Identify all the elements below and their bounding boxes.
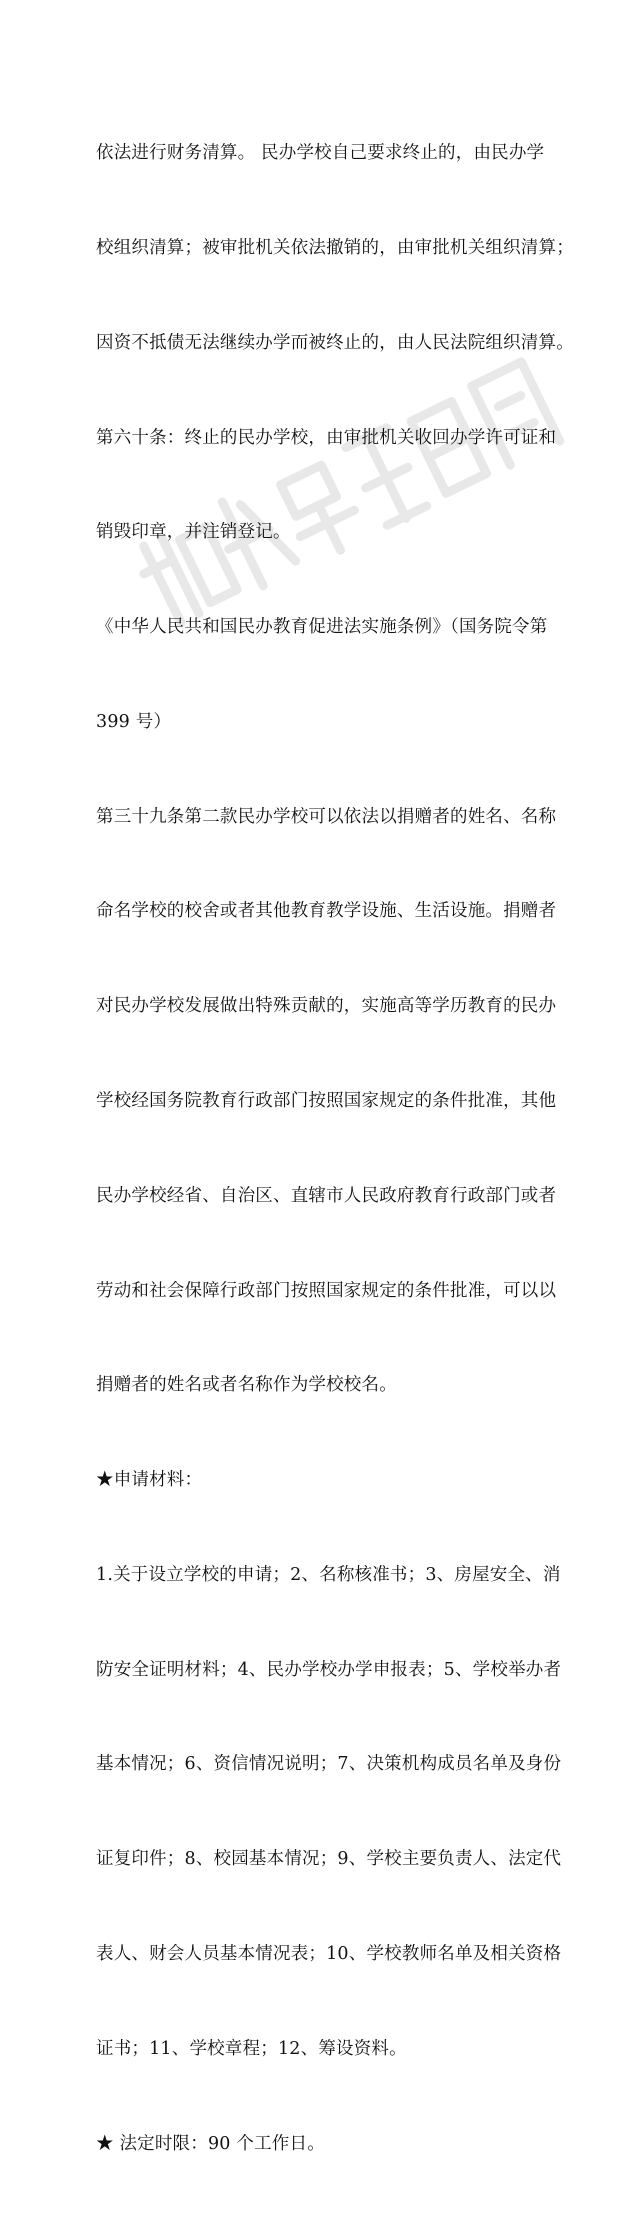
text-line: 防安全证明材料；4、民办学校办学申报表；5、学校举办者: [96, 1659, 562, 1680]
text-line: 学校经国务院教育行政部门按照国家规定的条件批准，其他: [96, 1091, 557, 1111]
text-line: 1.关于设立学校的申请；2、名称核准书；3、房屋安全、消: [96, 1564, 561, 1585]
text-line: 证书；11、学校章程；12、筹设资料。: [96, 2038, 407, 2059]
text-line: 校组织清算；被审批机关依法撤销的，由审批机关组织清算；: [96, 237, 574, 258]
text-line: 依法进行财务清算。 民办学校自己要求终止的，由民办学: [96, 143, 545, 164]
text-line: 基本情况；6、资信情况说明；7、决策机构成员名单及身份: [96, 1754, 562, 1775]
text-line: 销毁印章，并注销登记。: [96, 522, 291, 543]
text-line: 第六十条：终止的民办学校，由审批机关收回办学许可证和: [96, 427, 557, 448]
document-body: [96, 75, 574, 2223]
text-line: 捐赠者的姓名或者名称作为学校校名。: [96, 1375, 397, 1396]
text-line: 命名学校的校舍或者其他教育教学设施、生活设施。捐赠者: [96, 901, 557, 922]
section-heading-time-limit: ★ 法定时限：90 个工作日。: [96, 2133, 325, 2154]
text-line: 399 号）: [96, 711, 172, 732]
section-heading-materials: ★申请材料：: [96, 1470, 203, 1491]
text-line: 《中华人民共和国民办教育促进法实施条例》（国务院令第: [96, 617, 548, 638]
text-line: 第三十九条第二款民办学校可以依法以捐赠者的姓名、名称: [96, 806, 557, 827]
text-line: 因资不抵债无法继续办学而被终止的，由人民法院组织清算。: [96, 332, 574, 353]
text-line: 证复印件；8、校园基本情况；9、学校主要负责人、法定代: [96, 1849, 562, 1870]
text-line: 对民办学校发展做出特殊贡献的，实施高等学历教育的民办: [96, 996, 557, 1017]
text-line: 民办学校经省、自治区、直辖市人民政府教育行政部门或者: [96, 1185, 557, 1206]
text-line: 劳动和社会保障行政部门按照国家规定的条件批准，可以以: [96, 1280, 557, 1301]
text-line: 表人、财会人员基本情况表；10、学校教师名单及相关资格: [96, 1944, 562, 1965]
